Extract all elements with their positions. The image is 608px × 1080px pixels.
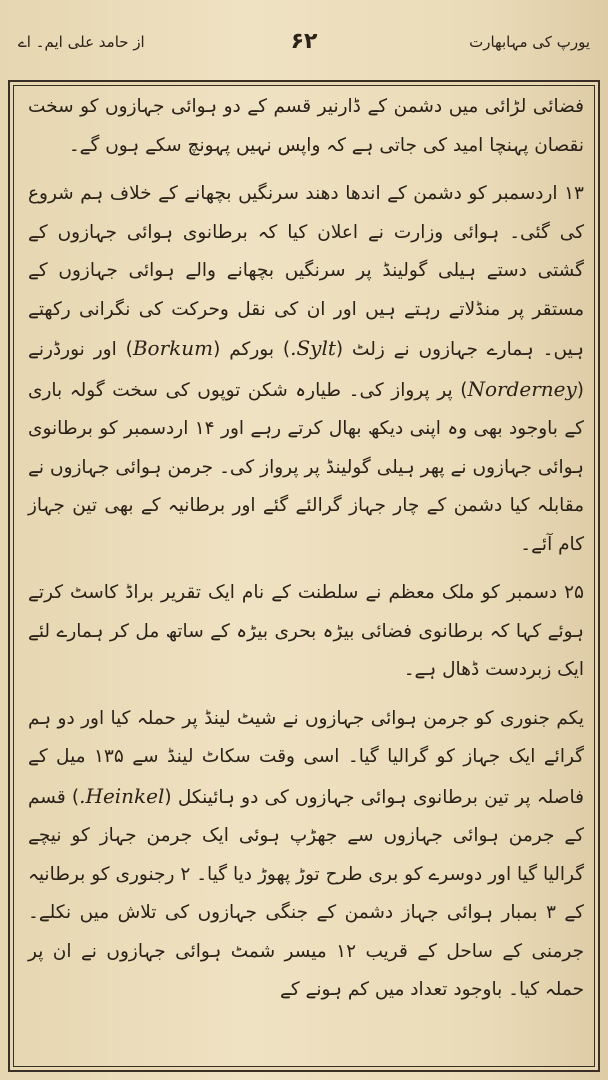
- paragraph-2-norderney-ur: اور نورڈرنے: [28, 339, 117, 360]
- paragraph-2: ۱۳ اردسمبر کو دشمن کے اندھا دھند سرنگیں بچھانے کے خلاف ہم شروع کی گئی۔ ہوائی وزارت نے اعلان کیا کہ برطانوی ہوائی جہازوں کے گشتی دستے ہیلی گولینڈ پر سرنگیں بچھانے والے ہوائی جہازوں کے مستقر پر منڈلاتے رہتے ہیں اور ان کی نقل وحرکت کی نگرانی رکھتے ہیں۔ ہمارے جہازوں نے زلٹ (Sylt.) بورکم (Borkum) اور نورڈرنے (Norderney) پر پرواز کی۔ طیارہ شکن توپوں کی سخت گولہ باری کے باوجود بھی وہ اپنی دیکھ بھال کرتے رہے اور ۱۴ اردسمبر کو برطانوی ہوائی جہازوں نے پھر ہیلی گولینڈ پر پرواز کی۔ جرمن ہوائی جہازوں نے مقابلہ کیا دشمن کے چار جہاز گرالئے گئے اور برطانیہ کے بھی تین جہاز کام آئے۔: [28, 183, 584, 555]
- page-body: [28, 88, 584, 1010]
- term-sylt: Sylt.: [290, 336, 336, 360]
- paragraph-2-text: ۱۳ اردسمبر کو دشمن کے اندھا دھند سرنگیں بچھانے کے خلاف ہم شروع کی گئی۔ ہوائی وزارت نے اعلان کیا کہ برطانوی ہوائی جہازوں کے گشتی دستے ہیلی گولینڈ پر سرنگیں بچھانے والے ہوائی جہازوں کے مستقر پر منڈلاتے رہتے ہیں اور ان کی نقل وحرکت کی نگرانی رکھتے ہیں۔ ہمارے جہازوں نے زلٹ: [28, 183, 584, 360]
- paragraph-4-text: یکم جنوری کو جرمن ہوائی جہازوں نے شیٹ لینڈ پر حملہ کیا اور دو ہم گرائے ایک جہاز کو گرالیا گیا۔ اسی وقت سکاٹ لینڈ سے ۱۳۵ میل کے فاصلہ پر تین برطانوی ہوائی جہازوں کی دو ہائینکل: [28, 707, 584, 808]
- paragraph-4: یکم جنوری کو جرمن ہوائی جہازوں نے شیٹ لینڈ پر حملہ کیا اور دو ہم گرائے ایک جہاز کو گرالیا گیا۔ اسی وقت سکاٹ لینڈ سے ۱۳۵ میل کے فاصلہ پر تین برطانوی ہوائی جہازوں کی دو ہائینکل (Heinkel.) قسم کے جرمن ہوائی جہازوں سے جھڑپ ہوئی ایک جرمن جہاز کو نیچے گرالیا گیا اور دوسرے کو بری طرح توڑ پھوڑ دیا گیا۔ ۲ رجنوری کو برطانیہ کے ۳ بمبار ہوائی جہاز دشمن کے جنگی جہازوں کی تلاش میں نکلے۔ جرمنی کے ساحل کے قریب ۱۲ میسر شمٹ ہوائی جہازوں نے ان پر حملہ کیا۔ باوجود تعداد میں کم ہونے کے: [28, 707, 585, 1000]
- paragraph-3: ۲۵ دسمبر کو ملک معظم نے سلطنت کے نام ایک تقریر براڈ کاسٹ کرتے ہوئے کہا کہ برطانوی فضائی بیڑہ بحری بیڑہ کے ساتھ مل کر ہمارے لئے ایک زبردست ڈھال ہے۔: [28, 582, 584, 680]
- paragraph-1: فضائی لڑائی میں دشمن کے ڈارنیر قسم کے دو ہوائی جہازوں کو سخت نقصان پہنچا امید کی جاتی ہے کہ واپس نہیں پہونچ سکے ہوں گے۔: [28, 96, 584, 156]
- book-title: یورپ کی مہابھارت: [469, 33, 590, 51]
- paragraph-2-borkum-ur: بورکم: [229, 339, 274, 360]
- term-norderney: Norderney: [467, 376, 577, 401]
- author-line: از حامد علی ایم۔ اے: [18, 33, 145, 51]
- page-header: [18, 30, 590, 64]
- term-borkum: Borkum: [132, 336, 214, 360]
- paragraph-4-rest: قسم کے جرمن ہوائی جہازوں سے جھڑپ ہوئی ایک جرمن جہاز کو نیچے گرالیا گیا اور دوسرے کو بری طرح توڑ پھوڑ دیا گیا۔ ۲ رجنوری کو برطانیہ کے ۳ بمبار ہوائی جہاز دشمن کے جنگی جہازوں کی تلاش میں نکلے۔ جرمنی کے ساحل کے قریب ۱۲ میسر شمٹ ہوائی جہازوں نے ان پر حملہ کیا۔ باوجود تعداد میں کم ہونے کے: [28, 786, 585, 1000]
- term-heinkel: Heinkel.: [79, 783, 165, 808]
- page-number: ۶۲: [290, 29, 318, 54]
- paragraph-2-rest: پر پرواز کی۔ طیارہ شکن توپوں کی سخت گولہ باری کے باوجود بھی وہ اپنی دیکھ بھال کرتے رہے اور ۱۴ اردسمبر کو برطانوی ہوائی جہازوں نے پھر ہیلی گولینڈ پر پرواز کی۔ جرمن ہوائی جہازوں نے مقابلہ کیا دشمن کے چار جہاز گرالئے گئے اور برطانیہ کے بھی تین جہاز کام آئے۔: [28, 379, 584, 555]
